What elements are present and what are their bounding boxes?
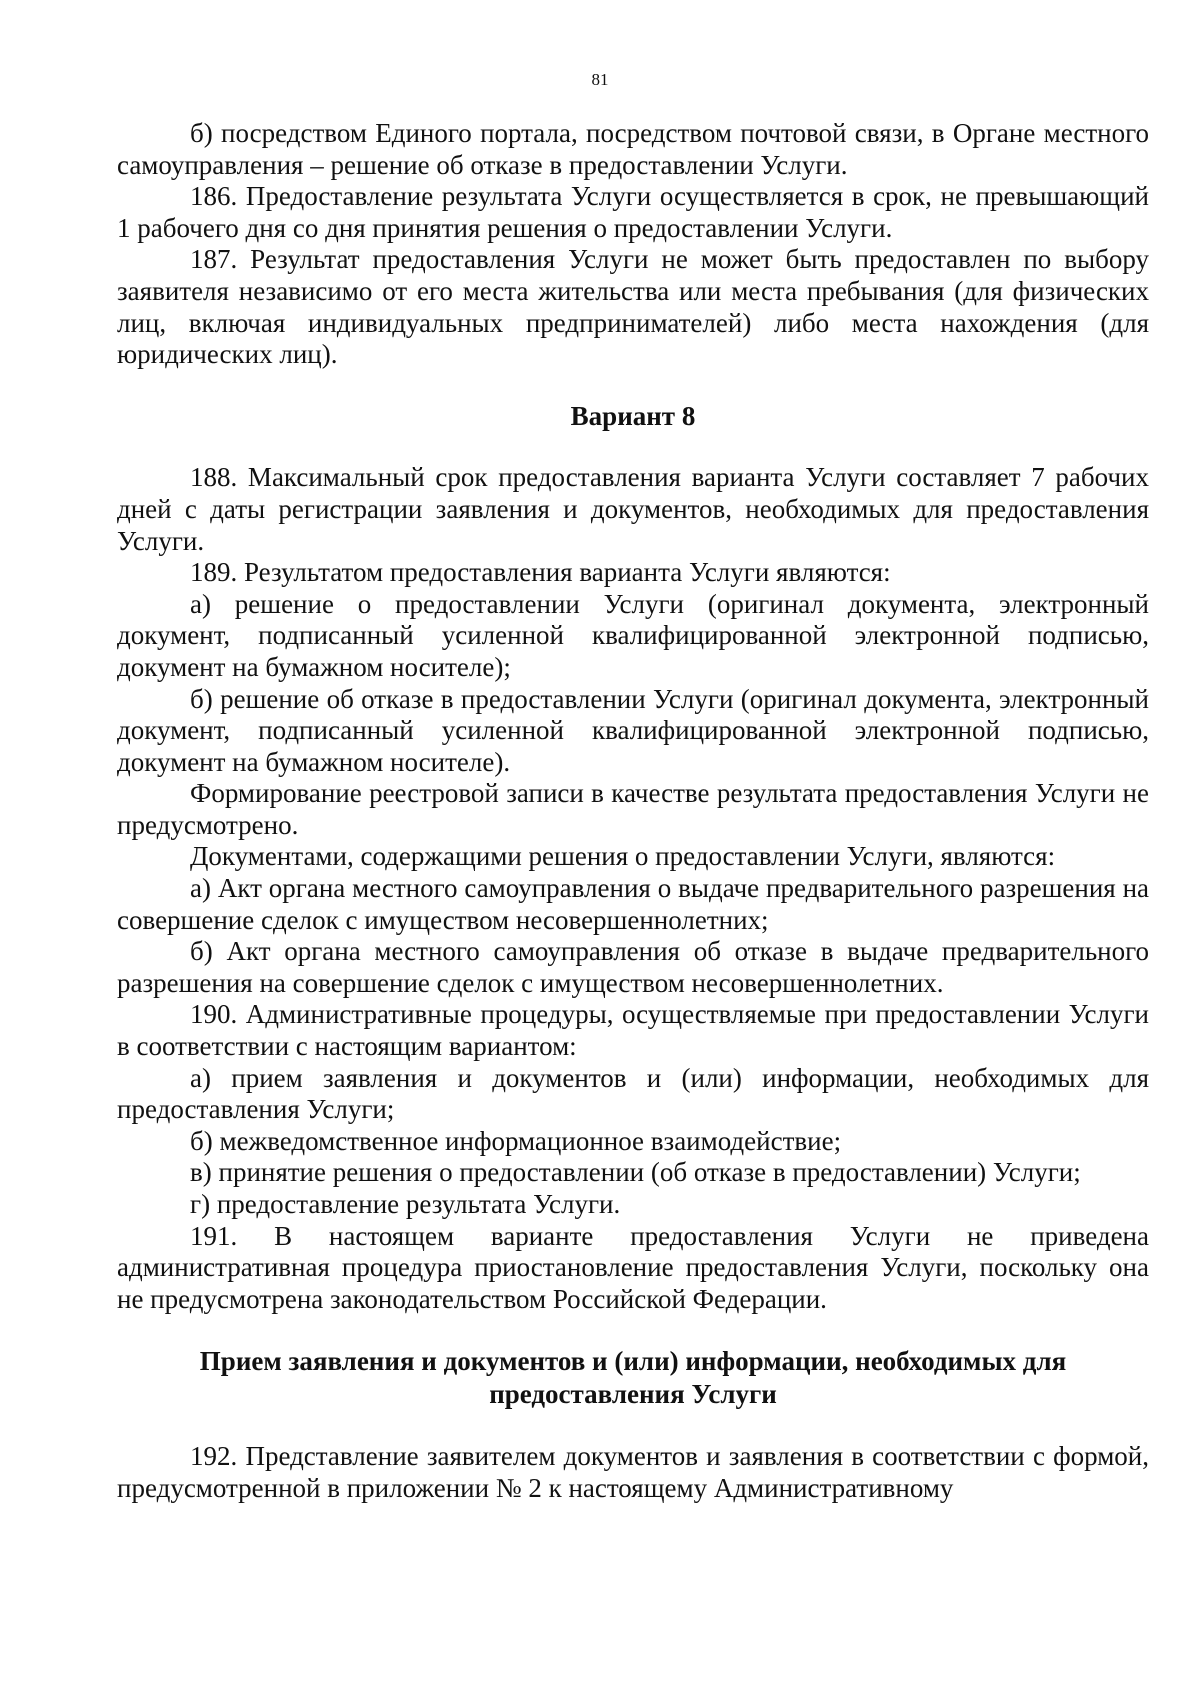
list-item-190-a: а) прием заявления и документов и (или) информации, необходимых для предоставления Услуги; xyxy=(117,1062,1149,1125)
section-heading-variant-8: Вариант 8 xyxy=(570,400,696,431)
document-body xyxy=(117,118,1149,1505)
list-item-decision-b: б) Акт органа местного самоуправления об отказе в выдаче предварительного разрешения на совершение сделок с имуществом несовершеннолетних. xyxy=(117,936,1149,998)
paragraph-decision-documents: Документами, содержащими решения о предоставлении Услуги, являются: xyxy=(190,841,1056,872)
paragraph-192: 192. Представление заявителем документов и заявления в соответствии с формой, предусмотренной в приложении № 2 к настоящему Административному xyxy=(117,1441,1149,1503)
list-item-190-g: г) предоставление результата Услуги. xyxy=(190,1189,621,1219)
list-item-189-a: а) решение о предоставлении Услуги (оригинал документа, электронный документ, подписанный усиленной квалифицированной электронной подписью, документ на бумажном носителе); xyxy=(117,588,1149,682)
list-item-190-b: б) межведомственное информационное взаимодействие; xyxy=(190,1125,842,1156)
list-item-decision-a: а) Акт органа местного самоуправления о выдаче предварительного разрешения на совершение сделок с имуществом несовершеннолетних; xyxy=(117,873,1149,935)
paragraph-187: 187. Результат предоставления Услуги не может быть предоставлен по выбору заявителя независимо от его места жительства или места пребывания (для физических лиц, включая индивидуальных предпринимателей) либо места нахождения (для юридических лиц). xyxy=(117,244,1149,370)
paragraph-189: 189. Результатом предоставления варианта Услуги являются: xyxy=(190,557,891,588)
paragraph-191: 191. В настоящем варианте предоставления Услуги не приведена административная процедура приостановление предоставления Услуги, поскольку она не предусмотрена законодательством Российской Федерации. xyxy=(117,1220,1149,1314)
paragraph-result-delivery-b: б) посредством Единого портала, посредством почтовой связи, в Органе местного самоуправления – решение об отказе в предоставлении Услуги. xyxy=(117,118,1149,180)
paragraph-188: 188. Максимальный срок предоставления варианта Услуги составляет 7 рабочих дней с даты регистрации заявления и документов, необходимых для предоставления Услуги. xyxy=(117,462,1149,556)
list-item-190-v: в) принятие решения о предоставлении (об отказе в предоставлении) Услуги; xyxy=(190,1157,1081,1188)
list-item-189-b: б) решение об отказе в предоставлении Услуги (оригинал документа, электронный документ, подписанный усиленной квалифицированной электронной подписью, документ на бумажном носителе). xyxy=(117,683,1149,777)
page-number: 81 xyxy=(591,70,609,89)
paragraph-registry-record: Формирование реестровой записи в качестве результата предоставления Услуги не предусмотрено. xyxy=(117,778,1149,840)
paragraph-186: 186. Предоставление результата Услуги осуществляется в срок, не превышающий 1 рабочего дня со дня принятия решения о предоставлении Услуги. xyxy=(117,181,1149,243)
section-heading-application-intake: Прием заявления и документов и (или) информации, необходимых для предоставления Услуги xyxy=(199,1346,1067,1410)
paragraph-190: 190. Административные процедуры, осуществляемые при предоставлении Услуги в соответствии с настоящим вариантом: xyxy=(117,999,1149,1062)
